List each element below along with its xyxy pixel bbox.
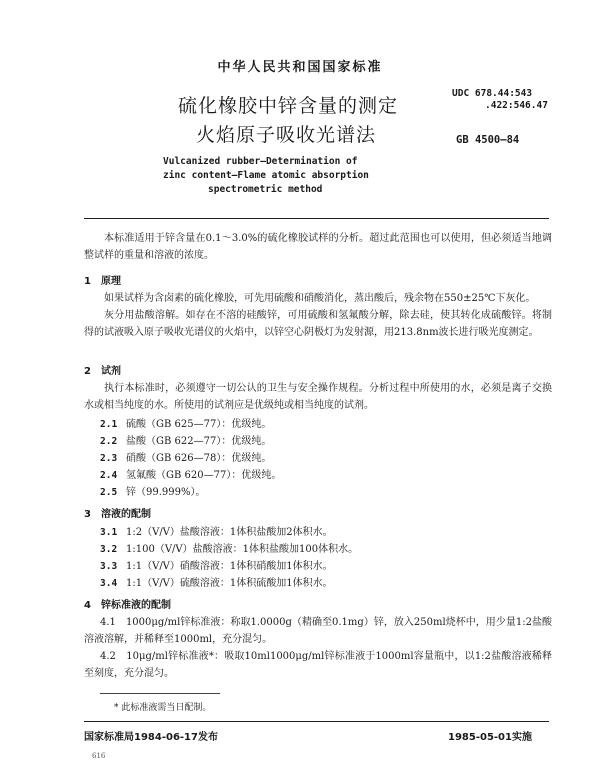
item-number: 2.2 xyxy=(100,436,118,447)
section-2-heading: 2 试剂 xyxy=(84,366,121,377)
list-item xyxy=(100,557,333,572)
udc-code-line-2: .422:546.47 xyxy=(485,100,548,111)
footnote-divider xyxy=(100,693,220,694)
bottom-divider xyxy=(84,721,549,722)
item-text: 1:100（V/V）盐酸溶液：1体积盐酸加100体积水。 xyxy=(126,544,359,555)
issued-date: 国家标准局1984-06-17发布 xyxy=(84,732,218,743)
list-item xyxy=(100,415,271,430)
title-line-2: 火焰原子吸收光谱法 xyxy=(196,124,377,146)
item-number: 3.2 xyxy=(100,544,118,555)
list-item xyxy=(100,449,271,464)
item-number: 2.3 xyxy=(100,453,118,464)
udc-code-line-1: UDC 678.44:543 xyxy=(452,88,533,99)
section-1-para-1: 如果试样为含卤素的硫化橡胶，可先用硫酸和硝酸消化，蒸出酸后，残余物在550±25℃下灰化。 xyxy=(104,293,536,304)
item-number: 2.5 xyxy=(100,487,118,498)
page-number: 616 xyxy=(92,752,106,760)
item-text: 氢氟酸（GB 620—77）：优级纯。 xyxy=(126,470,282,481)
item-text: 盐酸（GB 622—77）：优级纯。 xyxy=(126,436,272,447)
footnote: * 此标准液需当日配制。 xyxy=(114,703,212,713)
effective-date: 1985-05-01实施 xyxy=(448,732,532,743)
item-text: 1:1（V/V）硝酸溶液：1体积硝酸加1体积水。 xyxy=(126,561,333,572)
item-number: 2.4 xyxy=(100,470,118,481)
section-1-para-2: 灰分用盐酸溶解。如存在不溶的硅酸锌，可用硫酸和氢氟酸分解，除去硅，使其转化成硫酸锌。将制得的试液吸入原子吸收光谱仪的火焰中，以锌空心阴极灯为发射源，用213.8nm波长进行吸光度测定。 xyxy=(84,310,552,338)
list-item xyxy=(100,574,333,589)
section-4-item-2: 4.2 10μg/ml锌标准液*：吸取10ml1000μg/ml锌标准液于1000ml容量瓶中，以1:2盐酸溶液稀释至刻度，充分混匀。 xyxy=(84,651,552,679)
section-1-heading: 1 原理 xyxy=(84,276,121,287)
list-item xyxy=(100,466,281,481)
item-text: 锌（99.999%）。 xyxy=(126,487,206,498)
list-item xyxy=(100,432,271,447)
section-2-para: 执行本标准时，必须遵守一切公认的卫生与安全操作规程。分析过程中所使用的水，必须是离子交换水或相当纯度的水。所使用的试剂应是优级纯或相当纯度的试剂。 xyxy=(84,383,552,411)
item-number: 3.1 xyxy=(100,527,118,538)
english-title-line-1: Vulcanized rubber—Determination of xyxy=(163,156,358,167)
top-divider xyxy=(84,218,549,219)
list-item xyxy=(100,483,206,498)
english-title-line-2: zinc content—Flame atomic absorption xyxy=(163,170,369,181)
item-number: 3.3 xyxy=(100,561,118,572)
item-number: 3.4 xyxy=(100,578,118,589)
title-line-1: 硫化橡胶中锌含量的测定 xyxy=(178,95,399,117)
section-3-heading: 3 溶液的配制 xyxy=(84,509,151,520)
standard-header: 中华人民共和国国家标准 xyxy=(217,60,383,75)
english-title-line-3: spectrometric method xyxy=(208,184,323,195)
intro-paragraph: 本标准适用于锌含量在0.1～3.0%的硫化橡胶试样的分析。超过此范围也可以使用，但必须适当地调整试样的重量和溶液的浓度。 xyxy=(84,233,552,261)
section-4-item-1: 4.1 1000μg/ml锌标准液：称取1.0000g（精确至0.1mg）锌，放入250ml烧杯中，用少量1:2盐酸溶液溶解，并稀释至1000ml，充分混匀。 xyxy=(84,617,552,645)
list-item xyxy=(100,523,333,538)
list-item xyxy=(100,540,358,555)
item-number: 2.1 xyxy=(100,419,118,430)
section-4-heading: 4 锌标准液的配制 xyxy=(84,600,171,611)
item-text: 1:2（V/V）盐酸溶液：1体积盐酸加2体积水。 xyxy=(126,527,333,538)
item-text: 1:1（V/V）硫酸溶液：1体积硫酸加1体积水。 xyxy=(126,578,333,589)
gb-number: GB 4500—84 xyxy=(456,134,520,146)
item-text: 硝酸（GB 626—78）：优级纯。 xyxy=(126,453,272,464)
item-text: 硫酸（GB 625—77）：优级纯。 xyxy=(126,419,272,430)
